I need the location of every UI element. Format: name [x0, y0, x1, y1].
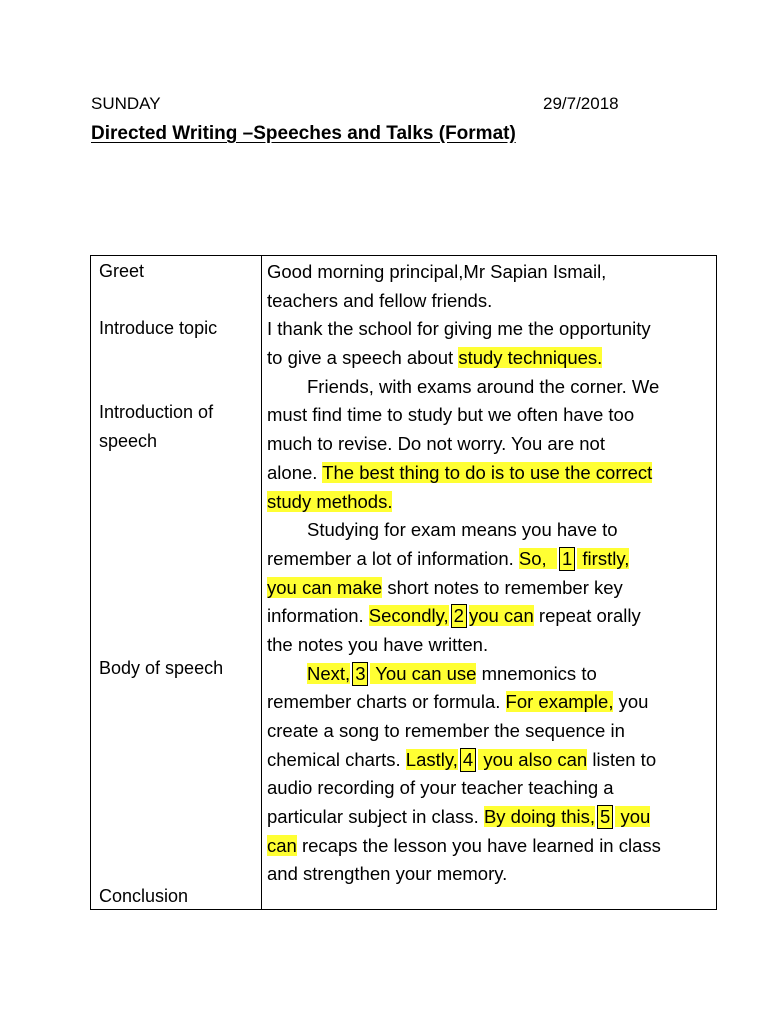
column-divider [261, 256, 262, 909]
highlighted-text: The best thing to do is to use the correct [322, 461, 653, 483]
label-introduction-line1: Introduction of [99, 402, 214, 422]
highlighted-text: firstly, [577, 547, 630, 569]
content-line [267, 287, 715, 316]
text-segment: remember charts or formula. [267, 691, 506, 713]
content-line [267, 774, 715, 803]
highlighted-text: Secondly, [368, 605, 449, 627]
text-segment: remember a lot of information. [267, 547, 519, 569]
highlighted-text: you can [468, 605, 534, 627]
content-line [267, 459, 715, 488]
text-segment: information. [267, 605, 369, 627]
speech-content [267, 258, 715, 889]
content-line [267, 373, 715, 402]
text-segment: chemical charts. [267, 748, 406, 770]
highlighted-text: By doing this, [483, 806, 596, 828]
content-line [267, 488, 715, 517]
text-segment: Good morning principal,Mr Sapian Ismail, [267, 261, 607, 282]
label-introduction-line2: speech [99, 431, 158, 451]
content-line [267, 516, 715, 545]
content-line [267, 344, 715, 373]
content-line [267, 803, 715, 832]
label-conclusion: Conclusion [99, 886, 189, 906]
highlighted-text: study techniques. [458, 347, 603, 369]
text-segment: audio recording of your teacher teaching a [267, 777, 614, 799]
format-table [90, 255, 717, 910]
text-segment: particular subject in class. [267, 806, 484, 828]
text-segment: mnemonics to [476, 662, 597, 684]
document-title: Directed Writing –Speeches and Talks (Format) [91, 123, 516, 144]
text-segment: much to revise. Do not worry. You are not [267, 433, 605, 455]
highlighted-text: study methods. [267, 490, 393, 512]
text-segment: recaps the lesson you have learned in class [296, 834, 661, 856]
highlighted-text: you also can [478, 748, 588, 770]
highlighted-text: For example, [505, 691, 614, 713]
step-number-box: 1 [559, 547, 575, 571]
text-segment: to give a speech about [267, 347, 459, 369]
text-segment: Studying for exam means you have to [307, 519, 618, 541]
text-segment: repeat orally [533, 605, 641, 627]
header-row [91, 94, 631, 116]
highlighted-text: Next, [307, 662, 351, 684]
content-line [267, 258, 715, 287]
text-segment: and strengthen your memory. [267, 863, 508, 885]
label-body-of-speech: Body of speech [99, 658, 224, 678]
step-number-box: 3 [352, 662, 368, 686]
content-line [267, 430, 715, 459]
day-label: SUNDAY [91, 94, 161, 113]
text-segment: I thank the school for giving me the opportunity [267, 318, 651, 340]
content-line [267, 860, 715, 889]
step-number-box: 2 [451, 604, 467, 628]
text-segment: must find time to study but we often have too [267, 404, 635, 426]
label-introduce-topic: Introduce topic [99, 318, 218, 338]
content-line [267, 746, 715, 775]
label-greet: Greet [99, 261, 145, 281]
text-segment: teachers and fellow friends. [267, 289, 493, 311]
highlighted-text: can [267, 834, 297, 856]
highlighted-text: you [615, 806, 651, 828]
content-line [267, 574, 715, 603]
highlighted-text: Lastly, [405, 748, 458, 770]
highlighted-text: So, [518, 547, 547, 569]
content-line [267, 602, 715, 631]
text-segment: Friends, with exams around the corner. We [307, 375, 660, 397]
step-number-box: 4 [460, 748, 476, 772]
text-segment: create a song to remember the sequence in [267, 720, 625, 741]
text-segment: alone. [267, 461, 323, 483]
text-segment: you [613, 691, 649, 713]
highlighted-text: you can make [267, 576, 383, 598]
date-label: 29/7/2018 [543, 94, 619, 113]
content-line [267, 401, 715, 430]
content-line [267, 631, 715, 660]
content-line [267, 688, 715, 717]
content-line [267, 717, 715, 746]
content-line [267, 315, 715, 344]
text-segment: short notes to remember key [382, 576, 623, 598]
highlighted-text: You can use [370, 662, 477, 684]
text-segment: the notes you have written. [267, 633, 489, 655]
content-line [267, 545, 715, 574]
step-number-box: 5 [597, 805, 613, 829]
content-line [267, 832, 715, 861]
content-line [267, 660, 715, 689]
text-segment: listen to [587, 748, 657, 770]
